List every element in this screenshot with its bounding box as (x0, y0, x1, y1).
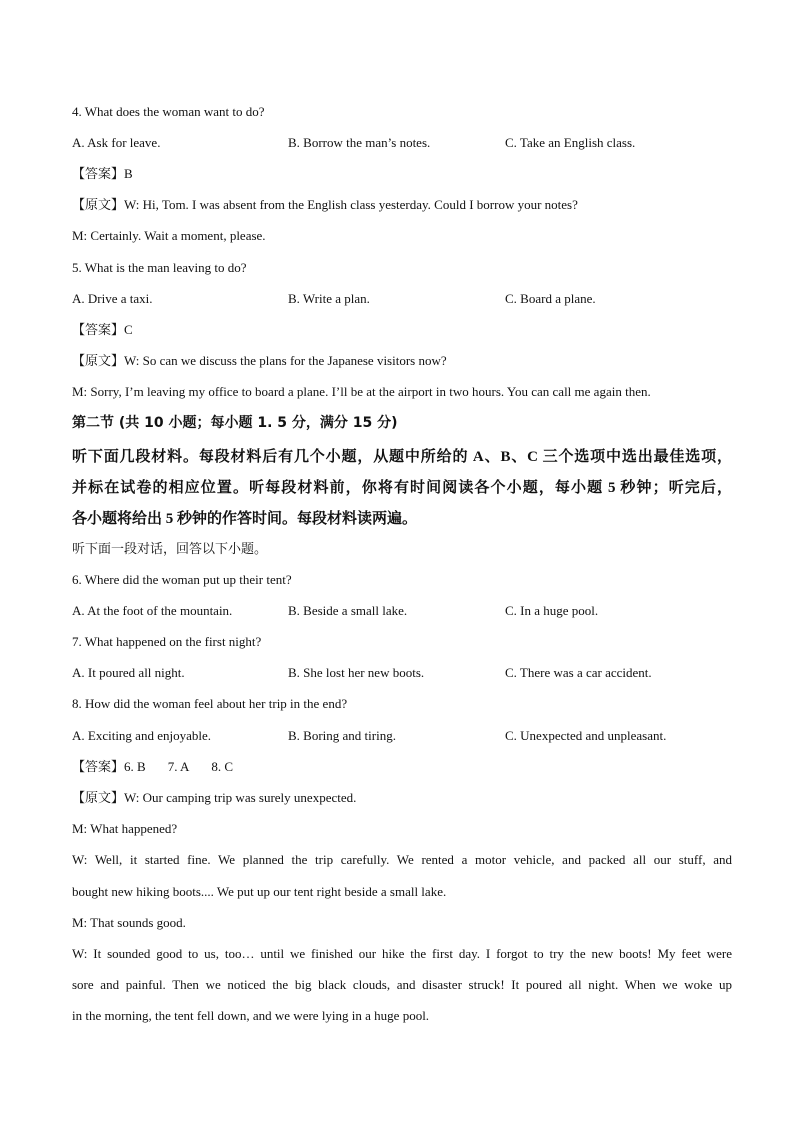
transcript-line: M: What happened? (72, 821, 178, 836)
transcript-line: sore and painful. Then we noticed the big black clouds, and disaster struck! It poured all night. When we woke up (72, 977, 732, 992)
option-c: C. There was a car accident. (505, 665, 652, 680)
transcript-line: 【原文】W: Hi, Tom. I was absent from the English class yesterday. Could I borrow your notes? (72, 197, 578, 212)
option-a: A. At the foot of the mountain. (72, 603, 233, 618)
answer-4: 【答案】B (72, 166, 133, 181)
option-b: B. Borrow the man’s notes. (288, 135, 431, 150)
transcript-line: 【原文】W: So can we discuss the plans for the Japanese visitors now? (72, 353, 447, 368)
answer-item: 8. C (211, 759, 234, 774)
option-b: B. Boring and tiring. (288, 728, 396, 743)
option-c: C. Take an English class. (505, 135, 636, 150)
question-8: 8. How did the woman feel about her trip in the end? (72, 696, 348, 711)
section-heading: 第二节 (共 10 小题；每小题 1. 5 分，满分 15 分) (72, 415, 398, 431)
transcript-line: M: That sounds good. (72, 915, 186, 930)
transcript-line: 【原文】W: Our camping trip was surely unexpected. (72, 790, 357, 805)
option-c: C. Unexpected and unpleasant. (505, 728, 667, 743)
transcript-line: bought new hiking boots.... We put up our tent right beside a small lake. (72, 884, 447, 899)
answer-label: 【答案】 (72, 759, 125, 774)
question-4: 4. What does the woman want to do? (72, 104, 265, 119)
section-instructions-line: 各小题将给出 5 秒钟的作答时间。每段材料读两遍。 (72, 511, 418, 527)
question-6: 6. Where did the woman put up their tent? (72, 572, 292, 587)
option-a: A. It poured all night. (72, 665, 185, 680)
section-instructions-line: 听下面几段材料。每段材料后有几个小题，从题中所给的 A、B、C 三个选项中选出最佳选项， (72, 449, 732, 465)
transcript-line: M: Certainly. Wait a moment, please. (72, 228, 266, 243)
transcript-line: W: Well, it started fine. We planned the trip carefully. We rented a motor vehicle, and packed all our stuff, and (72, 852, 732, 867)
option-c: C. In a huge pool. (505, 603, 599, 618)
answer-item: 6. B (124, 759, 146, 774)
transcript-line: W: It sounded good to us, too… until we finished our hike the first day. I forgot to try the new boots! My feet were (72, 946, 732, 961)
answers-6-8 (72, 758, 732, 776)
option-c: C. Board a plane. (505, 291, 596, 306)
section-intro: 听下面一段对话，回答以下小题。 (72, 541, 268, 556)
question-7: 7. What happened on the first night? (72, 634, 262, 649)
option-b: B. Beside a small lake. (288, 603, 408, 618)
transcript-line: M: Sorry, I’m leaving my office to board a plane. I’ll be at the airport in two hours. You can call me again then. (72, 384, 651, 399)
option-b: B. She lost her new boots. (288, 665, 425, 680)
option-a: A. Drive a taxi. (72, 291, 153, 306)
option-a: A. Exciting and enjoyable. (72, 728, 211, 743)
answer-5: 【答案】C (72, 322, 133, 337)
transcript-line: in the morning, the tent fell down, and we were lying in a huge pool. (72, 1008, 430, 1023)
option-b: B. Write a plan. (288, 291, 370, 306)
section-instructions-line: 并标在试卷的相应位置。听每段材料前，你将有时间阅读各个小题，每小题 5 秒钟；听完后， (72, 480, 732, 496)
question-5: 5. What is the man leaving to do? (72, 260, 247, 275)
option-a: A. Ask for leave. (72, 135, 161, 150)
answer-item: 7. A (167, 759, 190, 774)
